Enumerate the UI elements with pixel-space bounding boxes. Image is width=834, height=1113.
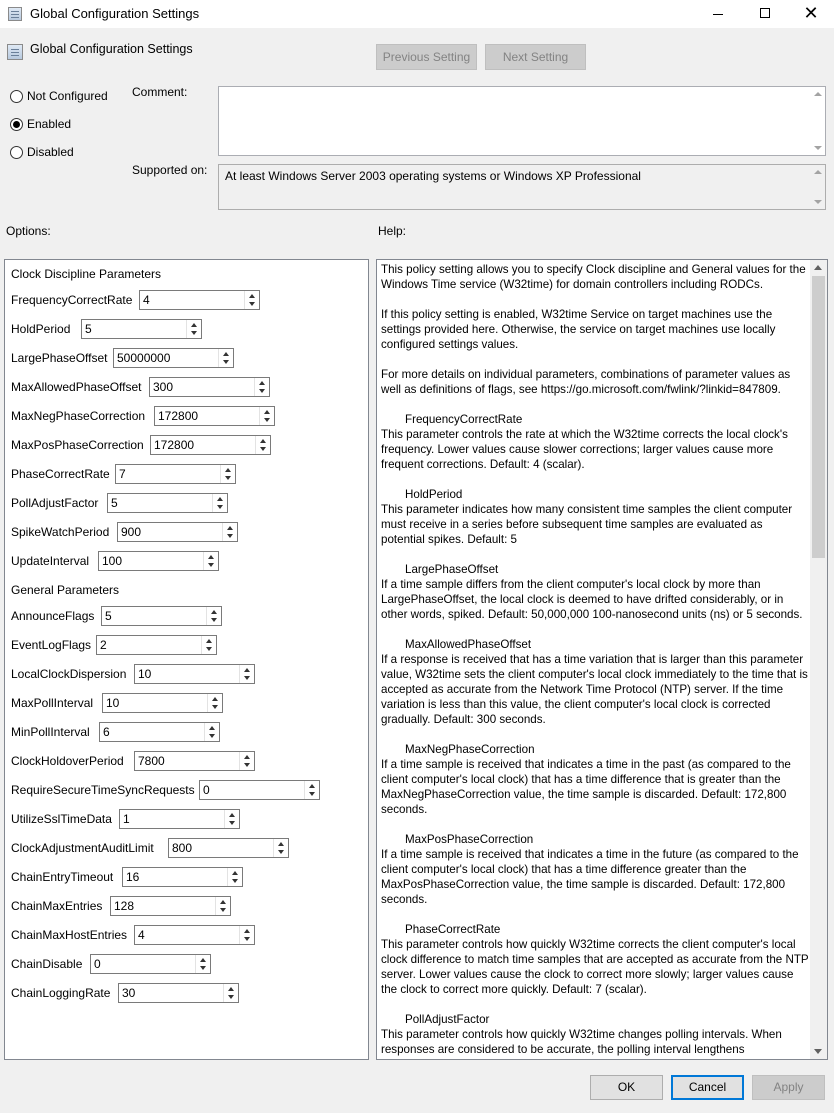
option-label: ChainMaxEntries [11,899,103,913]
spin-down-icon[interactable] [188,329,201,338]
help-param-text: This parameter controls how quickly W32time changes polling intervals. When responses are considered to be accurate, the polling interval lengthens [381,1028,782,1056]
spin-up-icon[interactable] [241,926,254,935]
spin-down-icon[interactable] [203,645,216,654]
chaindisable-spinner[interactable] [90,954,211,974]
supported-on-field [218,164,826,210]
spinner-value[interactable]: 7 [119,467,126,481]
spin-up-icon[interactable] [208,607,221,616]
spinner-value[interactable]: 5 [85,322,92,336]
spin-up-icon[interactable] [214,494,227,503]
close-button[interactable] [788,0,834,28]
help-param-text: If a time sample is received that indicates a time in the future (as compared to the client computer's local clock) that has a time difference greater than the MaxPosPhaseCorrection value, the time sample is discarded. Default: 172,800 seconds. [381,848,799,906]
option-label: EventLogFlags [11,638,92,652]
help-entry [381,487,809,547]
apply-button[interactable]: Apply [752,1075,825,1100]
spinner-value[interactable]: 300 [153,380,174,394]
help-param-name: FrequencyCorrectRate [405,413,523,426]
spinner-value[interactable]: 172800 [158,409,199,423]
comment-label: Comment: [132,85,188,99]
spinner-value[interactable]: 900 [121,525,142,539]
announceflags-spinner[interactable] [101,606,222,626]
option-label: MaxNegPhaseCorrection [11,409,146,423]
option-label: SpikeWatchPeriod [11,525,110,539]
option-label: ChainDisable [11,957,83,971]
option-label: ChainEntryTimeout [11,870,114,884]
minpollinterval-spinner[interactable] [99,722,220,742]
spin-down-icon[interactable] [241,674,254,683]
setting-icon [7,44,23,60]
help-param-name: MaxNegPhaseCorrection [405,743,535,756]
spinner-value[interactable]: 0 [94,957,101,971]
help-param-name: PollAdjustFactor [405,1013,490,1026]
ok-button[interactable]: OK [590,1075,663,1100]
localclockdispersion-spinner[interactable] [134,664,255,684]
scroll-down-icon[interactable] [814,146,822,150]
maxnegphasecorrection-spinner[interactable] [154,406,275,426]
spin-down-icon[interactable] [261,416,274,425]
scroll-up-icon[interactable] [814,265,822,270]
option-label: MaxPosPhaseCorrection [11,438,144,452]
option-label: ChainMaxHostEntries [11,928,128,942]
frequencycorrectrate-spinner[interactable] [139,290,260,310]
spin-up-icon[interactable] [220,349,233,358]
spin-down-icon[interactable] [208,616,221,625]
eventlogflags-spinner[interactable] [96,635,217,655]
spin-up-icon[interactable] [206,723,219,732]
spin-up-icon[interactable] [197,955,210,964]
spin-up-icon[interactable] [246,291,259,300]
chainloggingrate-spinner[interactable] [118,983,239,1003]
help-panel [376,259,828,1060]
disabled-radio[interactable] [10,146,23,159]
spinner-value[interactable]: 6 [103,725,110,739]
spin-up-icon[interactable] [225,984,238,993]
spin-down-icon[interactable] [229,877,242,886]
enabled-radio[interactable] [10,118,23,131]
spin-down-icon[interactable] [225,993,238,1002]
option-label: ClockAdjustmentAuditLimit [11,841,154,855]
largephaseoffset-spinner[interactable] [113,348,234,368]
enabled-label: Enabled [27,117,72,131]
spinner-value[interactable]: 7800 [138,754,165,768]
help-paragraph: If this policy setting is enabled, W32time Service on target machines use the settings provided here. Otherwise, the service on target machines use locally configured settings values. [381,308,776,351]
help-param-name: MaxPosPhaseCorrection [405,833,534,846]
maximize-button[interactable] [742,0,788,28]
spinner-value[interactable]: 10 [106,696,120,710]
spin-up-icon[interactable] [306,781,319,790]
help-entry [381,742,809,817]
spin-down-icon[interactable] [217,906,230,915]
help-heading: Help: [378,224,407,238]
spin-down-icon[interactable] [275,848,288,857]
spin-down-icon[interactable] [209,703,222,712]
spin-down-icon[interactable] [214,503,227,512]
supported-scrollbar[interactable] [811,165,825,209]
spinner-value[interactable]: 4 [143,293,150,307]
help-text [381,262,809,1060]
option-label: UtilizeSslTimeData [11,812,112,826]
not-configured-label: Not Configured [27,89,108,103]
help-entry [381,412,809,472]
option-label: UpdateInterval [11,554,90,568]
option-label: ClockHoldoverPeriod [11,754,124,768]
spin-down-icon[interactable] [257,445,270,454]
option-label: RequireSecureTimeSyncRequests [11,783,195,797]
help-param-name: LargePhaseOffset [405,563,499,576]
help-param-text: This parameter indicates how many consistent time samples the client computer must receive in a series before subsequent time samples are evaluated as potential spikes. Default: 5 [381,503,793,546]
updateinterval-spinner[interactable] [98,551,219,571]
spin-down-icon[interactable] [206,732,219,741]
minimize-icon [713,14,723,15]
options-panel [4,259,369,1060]
spin-down-icon[interactable] [241,761,254,770]
scroll-down-icon[interactable] [814,1049,822,1054]
option-label: PhaseCorrectRate [11,467,110,481]
spin-up-icon[interactable] [257,436,270,445]
help-entry [381,1012,809,1057]
option-label: ChainLoggingRate [11,986,111,1000]
setting-title: Global Configuration Settings [30,42,193,56]
spin-up-icon[interactable] [241,752,254,761]
spin-up-icon[interactable] [241,665,254,674]
supported-on-text: At least Windows Server 2003 operating systems or Windows XP Professional [225,169,641,183]
scrollbar-thumb[interactable] [812,276,825,558]
maxallowedphaseoffset-spinner[interactable] [149,377,270,397]
spin-down-icon[interactable] [222,474,235,483]
help-param-name: MaxAllowedPhaseOffset [405,638,532,651]
spin-up-icon[interactable] [229,868,242,877]
help-param-text: If a time sample is received that indicates a time in the past (as compared to the client computer's local clock) that has a time difference that is greater than the MaxNegPhaseCorrection value, the time sample is discarded. Default: 172,800 seconds. [381,758,791,816]
help-param-name: PhaseCorrectRate [405,923,501,936]
spin-up-icon[interactable] [205,552,218,561]
help-param-text: This parameter controls how quickly W32time corrects the client computer's local clock difference to match time samples that are accepted as accurate from the NTP server. Lower values cause the clock to correct more slowly; larger values cause the clock to correct more quickly. Default: 7 (scalar). [381,938,809,996]
scroll-up-icon[interactable] [814,170,822,174]
title-bar [0,0,834,28]
help-entry [381,922,809,997]
spin-down-icon[interactable] [220,358,233,367]
cancel-button[interactable]: Cancel [671,1075,744,1100]
spin-up-icon[interactable] [217,897,230,906]
spin-down-icon[interactable] [256,387,269,396]
disabled-label: Disabled [27,145,74,159]
spin-down-icon[interactable] [226,819,239,828]
comment-scrollbar[interactable] [811,87,825,155]
policy-icon [8,7,22,21]
spinner-value[interactable]: 172800 [154,438,195,452]
spin-down-icon[interactable] [224,532,237,541]
phasecorrectrate-spinner[interactable] [115,464,236,484]
spin-up-icon[interactable] [275,839,288,848]
close-icon: ✕ [803,3,819,24]
spinner-value[interactable]: 10 [138,667,152,681]
spinner-value[interactable]: 0 [203,783,210,797]
spin-up-icon[interactable] [226,810,239,819]
option-label: LocalClockDispersion [11,667,127,681]
help-param-text: If a time sample differs from the client computer's local clock by more than LargePhaseOffset, the local clock is deemed to have drifted considerably, or in other words, spiked. Default: 50,000,000 100-nanosecond units (ns) or 5 seconds. [381,578,803,621]
holdperiod-spinner[interactable] [81,319,202,339]
spin-up-icon[interactable] [222,465,235,474]
spin-up-icon[interactable] [203,636,216,645]
spinner-value[interactable]: 16 [126,870,140,884]
window-title: Global Configuration Settings [30,6,200,21]
option-label: LargePhaseOffset [11,351,108,365]
maximize-icon [760,8,770,18]
chainentrytimeout-spinner[interactable] [122,867,243,887]
scroll-down-icon[interactable] [814,200,822,204]
clockholdoverperiod-spinner[interactable] [134,751,255,771]
spinner-value[interactable]: 4 [138,928,145,942]
help-entry [381,832,809,907]
help-param-text: This parameter controls the rate at which the W32time corrects the local clock's frequency. Lower values cause slower corrections; larger values cause more frequent corrections. Default: 4 (scalar). [381,428,788,471]
spin-down-icon[interactable] [246,300,259,309]
spinner-value[interactable]: 128 [114,899,135,913]
help-scrollbar[interactable] [810,260,827,1059]
spin-up-icon[interactable] [209,694,222,703]
requiresecuretimesyncrequests-spinner[interactable] [199,780,320,800]
option-label: AnnounceFlags [11,609,95,623]
general-parameters-heading: General Parameters [11,583,120,597]
spinner-value[interactable]: 2 [100,638,107,652]
spin-down-icon[interactable] [197,964,210,973]
spin-down-icon[interactable] [306,790,319,799]
previous-setting-button[interactable]: Previous Setting [376,44,477,70]
option-label: MinPollInterval [11,725,90,739]
next-setting-button[interactable]: Next Setting [485,44,586,70]
help-paragraph: This policy setting allows you to specify Clock discipline and General values for the Windows Time service (W32time) for domain controllers including RODCs. [381,263,806,291]
help-entry [381,637,809,727]
spinner-value[interactable]: 30 [122,986,136,1000]
spinner-value[interactable]: 800 [172,841,193,855]
spin-down-icon[interactable] [241,935,254,944]
chainmaxentries-spinner[interactable] [110,896,231,916]
option-label: FrequencyCorrectRate [11,293,133,307]
spikewatchperiod-spinner[interactable] [117,522,238,542]
spin-up-icon[interactable] [188,320,201,329]
spinner-value[interactable]: 5 [105,609,112,623]
minimize-button[interactable] [696,0,742,28]
chainmaxhostentries-spinner[interactable] [134,925,255,945]
not-configured-radio[interactable] [10,90,23,103]
polladjustfactor-spinner[interactable] [107,493,228,513]
option-label: MaxPollInterval [11,696,94,710]
maxposphasecorrection-spinner[interactable] [150,435,271,455]
spinner-value[interactable]: 100 [102,554,123,568]
spin-down-icon[interactable] [205,561,218,570]
spinner-value[interactable]: 1 [123,812,130,826]
scroll-up-icon[interactable] [814,92,822,96]
help-entry [381,562,809,622]
help-param-name: HoldPeriod [405,488,463,501]
clock-discipline-heading: Clock Discipline Parameters [11,267,162,281]
supported-on-label: Supported on: [132,163,208,177]
option-label: HoldPeriod [11,322,71,336]
maxpollinterval-spinner[interactable] [102,693,223,713]
spin-up-icon[interactable] [224,523,237,532]
spinner-value[interactable]: 50000000 [117,351,171,365]
option-label: PollAdjustFactor [11,496,99,510]
clockadjustmentauditlimit-spinner[interactable] [168,838,289,858]
help-paragraph: For more details on individual parameters, combinations of parameter values as well as definitions of flags, see https://go.microsoft.com/fwlink/?linkid=847809. [381,368,791,396]
spin-up-icon[interactable] [256,378,269,387]
option-label: MaxAllowedPhaseOffset [11,380,142,394]
utilizessltimedata-spinner[interactable] [119,809,240,829]
spinner-value[interactable]: 5 [111,496,118,510]
options-heading: Options: [6,224,51,238]
help-param-text: If a response is received that has a time variation that is larger than this parameter value, W32time sets the client computer's local clock immediately to the time that is accepted as accurate from the Network Time Protocol (NTP) server. If the time variation is less than this value, the client computer's local clock is corrected gradually. Default: 300 seconds. [381,653,808,726]
comment-field[interactable] [218,86,826,156]
spin-up-icon[interactable] [261,407,274,416]
